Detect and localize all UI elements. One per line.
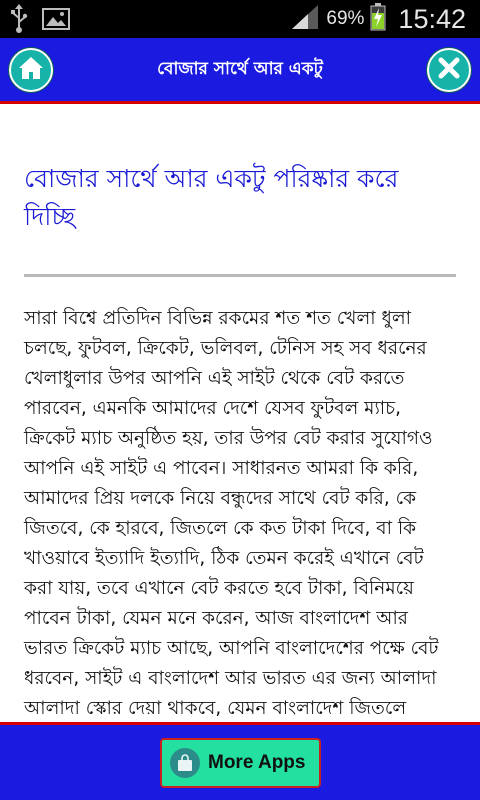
home-icon <box>18 56 44 84</box>
battery-charging-icon <box>370 3 386 35</box>
more-apps-label: More Apps <box>208 752 306 773</box>
clock: 15:42 <box>398 3 466 34</box>
heading-divider <box>24 274 456 277</box>
home-button[interactable] <box>9 48 53 92</box>
page-title: বোজার সার্থে আর একটু <box>157 58 323 79</box>
title-bar <box>0 38 480 104</box>
shopping-bag-icon <box>170 748 200 778</box>
article-body: সারা বিশ্বে প্রতিদিন বিভিন্ন রকমের শত শত খেলা ধুলা চলছে, ফুটবল, ক্রিকেট, ভলিবল, টেনিস সহ সব ধরনের খেলাধুলার উপর আপনি এই সাইট থেকে বেট করতে পারবেন, এমনকি আমাদের দেশে যেসব ফুটবল ম্যাচ, ক্রিকেট ম্যাচ অনুষ্ঠিত হয়, তার উপর বেট করার সুযোগও আপনি এই সাইট এ পাবেন। সাধারনত আমরা কি করি, আমাদের প্রিয় দলকে নিয়ে বন্ধুদের সাথে বেট করি, কে জিতবে, কে হারবে, জিতলে কে কত টাকা দিবে, বা কি খাওয়াবে ইত্যাদি ইত্যাদি, ঠিক তেমন করেই এখানে বেট করা যায়, তবে এখানে বেট করতে হবে টাকা, বিনিময়ে পাবেন টাকা, যেমন মনে করেন, আজ বাংলাদেশ আর ভারত ক্রিকেট ম্যাচ আছে, আপনি বাংলাদেশের পক্ষে বেট ধরবেন, সাইট এ বাংলাদেশ আর ভারত এর জন্য আলাদা আলাদা স্কোর দেয়া থাকবে, যেমন বাংলাদেশ জিতলে <box>24 308 439 719</box>
status-bar <box>0 0 480 38</box>
close-button[interactable] <box>427 48 471 92</box>
footer-bar <box>0 722 480 800</box>
battery-percent: 69% <box>326 8 365 29</box>
signal-icon <box>290 3 320 35</box>
article-content[interactable] <box>0 107 480 722</box>
usb-icon <box>10 4 28 38</box>
image-icon <box>42 6 70 36</box>
status-right <box>290 0 466 38</box>
close-icon <box>437 56 461 84</box>
status-left-icons <box>10 4 70 38</box>
more-apps-button[interactable] <box>160 738 321 788</box>
article-heading: বোজার সার্থে আর একটু পরিষ্কার করে দিচ্ছি <box>24 164 399 231</box>
